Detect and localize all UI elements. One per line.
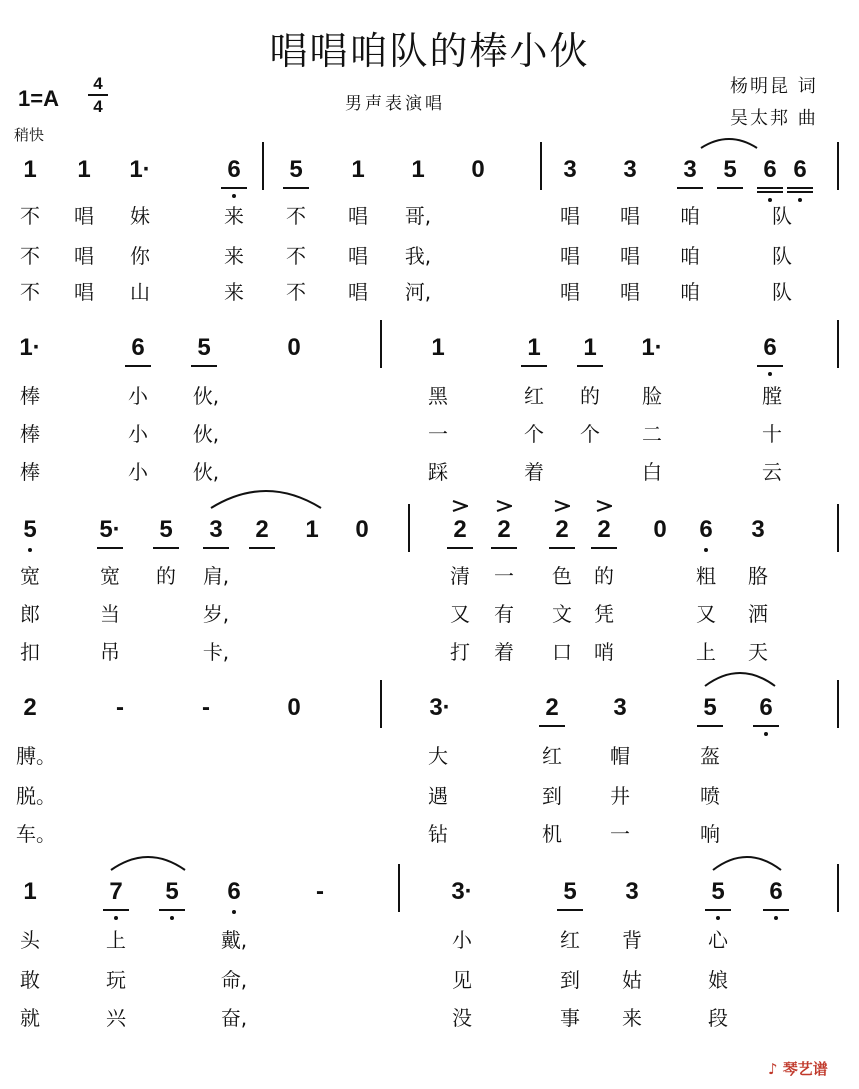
note: 6: [131, 334, 145, 361]
underline: [577, 365, 603, 367]
note: 5: [563, 878, 577, 905]
lyric-char: 事: [560, 1006, 580, 1030]
composer-credit: 吴太邦 曲: [730, 108, 818, 129]
lyric-char: 棒: [20, 384, 40, 408]
note: -: [316, 878, 324, 905]
lyric-char: 伙,: [192, 422, 220, 446]
note: 6: [769, 878, 783, 905]
lyric-char: 脱。: [16, 784, 56, 808]
lyric-char: 的: [156, 564, 176, 588]
lyric-char: 心: [708, 928, 728, 952]
lyric-char: 一: [494, 564, 514, 588]
lyric-char: 伙,: [192, 384, 220, 408]
underline: [787, 191, 813, 193]
octave-dot-low: [768, 198, 772, 202]
lyric-char: 来: [224, 204, 244, 228]
lyric-char: 宽: [100, 564, 120, 588]
underline: [717, 187, 743, 189]
note: 3: [613, 694, 627, 721]
lyric-char: 队: [772, 244, 792, 268]
lyric-char: 白: [642, 460, 662, 484]
underline: [757, 191, 783, 193]
lyric-char: 唱: [74, 204, 94, 228]
lyric-char: 口: [552, 640, 572, 664]
lyric-char: 红: [560, 928, 580, 952]
octave-dot-low: [774, 916, 778, 920]
lyric-char: 二: [642, 422, 662, 446]
note: 6: [227, 878, 241, 905]
underline: [491, 547, 517, 549]
lyric-char: 的: [580, 384, 600, 408]
note: 0: [287, 694, 301, 721]
note: 1·: [19, 334, 41, 361]
octave-dot-low: [28, 548, 32, 552]
note: 3: [683, 156, 697, 183]
lyric-char: 响: [700, 822, 720, 846]
lyric-char: 到: [560, 968, 580, 992]
lyric-char: 娘: [708, 968, 728, 992]
lyric-char: 唱: [620, 244, 640, 268]
lyric-char: 洒: [748, 602, 768, 626]
lyric-char: 唱: [560, 280, 580, 304]
octave-dot-low: [170, 916, 174, 920]
lyric-char: 哥,: [404, 204, 432, 228]
lyric-char: 帽: [610, 744, 630, 768]
note: 5: [159, 516, 173, 543]
note: 5: [723, 156, 737, 183]
note: 2: [497, 516, 511, 543]
lyric-char: 的: [594, 564, 614, 588]
lyric-char: 有: [494, 602, 514, 626]
lyric-char: 个: [580, 422, 600, 446]
lyric-char: 唱: [348, 244, 368, 268]
lyric-char: 又: [696, 602, 716, 626]
lyric-char: 来: [224, 280, 244, 304]
note: 3: [623, 156, 637, 183]
note: 3: [751, 516, 765, 543]
lyric-char: 命,: [220, 968, 248, 992]
lyric-char: 哨: [594, 640, 614, 664]
lyric-char: 钻: [428, 822, 448, 846]
lyric-char: 大: [428, 744, 448, 768]
lyric-char: 个: [524, 422, 544, 446]
underline: [249, 547, 275, 549]
underline: [705, 909, 731, 911]
lyric-char: 不: [286, 204, 306, 228]
note: 5: [165, 878, 179, 905]
underline: [159, 909, 185, 911]
note: -: [202, 694, 210, 721]
lyric-char: 唱: [74, 244, 94, 268]
lyric-char: 唱: [560, 204, 580, 228]
lyric-char: 当: [100, 602, 120, 626]
lyric-char: 肩,: [202, 564, 230, 588]
lyric-char: 上: [106, 928, 126, 952]
lyric-char: 就: [20, 1006, 40, 1030]
lyric-char: 唱: [620, 204, 640, 228]
octave-dot-low: [114, 916, 118, 920]
lyric-char: 姑: [622, 968, 642, 992]
lyric-char: 戴,: [220, 928, 248, 952]
lyric-char: 队: [772, 280, 792, 304]
note: 6: [699, 516, 713, 543]
lyric-char: 咱: [680, 244, 700, 268]
underline: [549, 547, 575, 549]
watermark-text: 琴艺谱: [782, 1060, 828, 1078]
slur: [210, 488, 322, 510]
song-title: 唱唱咱队的棒小伙: [269, 29, 590, 73]
note: 6: [763, 334, 777, 361]
note: 6: [763, 156, 777, 183]
lyric-char: 粗: [696, 564, 716, 588]
note: 2: [545, 694, 559, 721]
lyric-char: 清: [450, 564, 470, 588]
note: 2: [597, 516, 611, 543]
lyric-char: 咱: [680, 280, 700, 304]
lyric-char: 喷: [700, 784, 720, 808]
underline: [203, 547, 229, 549]
lyric-char: 盔: [700, 744, 720, 768]
lyric-char: 小: [128, 422, 148, 446]
note: 3·: [429, 694, 451, 721]
accent-mark: [596, 500, 612, 512]
tempo-marking: 稍快: [14, 126, 45, 144]
lyric-char: 背: [622, 928, 642, 952]
note: 0: [287, 334, 301, 361]
underline: [153, 547, 179, 549]
lyric-char: 云: [762, 460, 782, 484]
barline: [380, 680, 382, 728]
barline: [408, 504, 410, 552]
lyric-char: 膛: [762, 384, 782, 408]
note: 0: [355, 516, 369, 543]
lyric-char: 膊。: [16, 744, 56, 768]
note: 2: [555, 516, 569, 543]
lyric-char: 妹: [130, 204, 150, 228]
lyric-char: 卡,: [202, 640, 230, 664]
lyric-char: 吊: [100, 640, 120, 664]
lyric-char: 我,: [404, 244, 432, 268]
underline: [697, 725, 723, 727]
note: 2: [23, 694, 37, 721]
lyric-char: 天: [748, 640, 768, 664]
lyric-char: 色: [552, 564, 572, 588]
note: 7: [109, 878, 123, 905]
accent-mark: [554, 500, 570, 512]
note: 3: [625, 878, 639, 905]
note: 5: [289, 156, 303, 183]
slur: [704, 670, 776, 688]
underline: [103, 909, 129, 911]
note: 6: [793, 156, 807, 183]
lyric-char: 不: [20, 204, 40, 228]
watermark-logo: [768, 1058, 828, 1079]
lyric-char: 黑: [428, 384, 448, 408]
note: 1: [23, 156, 37, 183]
performance-type: 男声表演唱: [345, 94, 445, 114]
lyric-char: 小: [128, 460, 148, 484]
note: 5: [711, 878, 725, 905]
note: 3·: [451, 878, 473, 905]
octave-dot-low: [232, 194, 236, 198]
lyric-char: 唱: [348, 204, 368, 228]
lyric-char: 着: [494, 640, 514, 664]
lyric-char: 上: [696, 640, 716, 664]
lyric-char: 又: [450, 602, 470, 626]
lyric-char: 唱: [560, 244, 580, 268]
note: -: [116, 694, 124, 721]
note: 3: [209, 516, 223, 543]
note: 5: [703, 694, 717, 721]
lyric-char: 郎: [20, 602, 40, 626]
octave-dot-low: [232, 910, 236, 914]
note: 1·: [641, 334, 663, 361]
lyric-char: 到: [542, 784, 562, 808]
lyric-char: 扣: [20, 640, 40, 664]
lyric-char: 不: [20, 244, 40, 268]
slur: [700, 136, 758, 150]
time-numerator: 4: [93, 74, 103, 93]
lyric-char: 小: [452, 928, 472, 952]
lyric-char: 头: [20, 928, 40, 952]
underline: [591, 547, 617, 549]
barline: [837, 864, 839, 912]
note: 5: [23, 516, 37, 543]
barline: [837, 504, 839, 552]
lyric-char: 机: [542, 822, 562, 846]
lyric-char: 踩: [428, 460, 448, 484]
lyric-char: 不: [20, 280, 40, 304]
barline: [398, 864, 400, 912]
slur: [110, 854, 186, 872]
lyric-char: 段: [708, 1006, 728, 1030]
time-bar: [88, 94, 108, 96]
lyric-char: 车。: [16, 822, 56, 846]
note: 1: [77, 156, 91, 183]
lyric-char: 玩: [106, 968, 126, 992]
underline: [97, 547, 123, 549]
lyric-char: 兴: [106, 1006, 126, 1030]
lyric-char: 不: [286, 244, 306, 268]
octave-dot-low: [764, 732, 768, 736]
octave-dot-low: [768, 372, 772, 376]
lyric-char: 岁,: [202, 602, 230, 626]
octave-dot-low: [798, 198, 802, 202]
lyric-char: 山: [130, 280, 150, 304]
lyricist-credit: 杨明昆 词: [730, 76, 818, 97]
note: 1: [305, 516, 319, 543]
underline: [125, 365, 151, 367]
lyric-char: 凭: [594, 602, 614, 626]
note: 1: [431, 334, 445, 361]
barline: [837, 320, 839, 368]
underline: [447, 547, 473, 549]
lyric-char: 队: [772, 204, 792, 228]
note: 6: [759, 694, 773, 721]
lyric-char: 脸: [642, 384, 662, 408]
lyric-char: 奋,: [220, 1006, 248, 1030]
accent-mark: [496, 500, 512, 512]
note: 6: [227, 156, 241, 183]
underline: [787, 187, 813, 189]
note: 2: [255, 516, 269, 543]
lyric-char: 见: [452, 968, 472, 992]
octave-dot-low: [716, 916, 720, 920]
underline: [557, 909, 583, 911]
note: 0: [471, 156, 485, 183]
lyric-char: 红: [524, 384, 544, 408]
underline: [677, 187, 703, 189]
underline: [753, 725, 779, 727]
lyric-char: 一: [610, 822, 630, 846]
note: 1: [583, 334, 597, 361]
note: 5·: [99, 516, 121, 543]
lyric-char: 棒: [20, 460, 40, 484]
underline: [221, 187, 247, 189]
lyric-char: 棒: [20, 422, 40, 446]
note: 1: [23, 878, 37, 905]
lyric-char: 遇: [428, 784, 448, 808]
lyric-char: 敢: [20, 968, 40, 992]
barline: [837, 680, 839, 728]
underline: [757, 365, 783, 367]
lyric-char: 着: [524, 460, 544, 484]
note: 1: [351, 156, 365, 183]
lyric-char: 伙,: [192, 460, 220, 484]
lyric-char: 打: [450, 640, 470, 664]
lyric-char: 来: [622, 1006, 642, 1030]
barline: [380, 320, 382, 368]
lyric-char: 你: [130, 244, 150, 268]
underline: [763, 909, 789, 911]
lyric-char: 一: [428, 422, 448, 446]
barline: [262, 142, 264, 190]
lyric-char: 十: [762, 422, 782, 446]
lyric-char: 胳: [748, 564, 768, 588]
lyric-char: 咱: [680, 204, 700, 228]
lyric-char: 小: [128, 384, 148, 408]
note: 5: [197, 334, 211, 361]
note: 1·: [129, 156, 151, 183]
lyric-char: 唱: [620, 280, 640, 304]
underline: [283, 187, 309, 189]
lyric-char: 红: [542, 744, 562, 768]
lyric-char: 文: [552, 602, 572, 626]
time-signature: [88, 74, 108, 116]
note: 1: [527, 334, 541, 361]
lyric-char: 没: [452, 1006, 472, 1030]
slur: [712, 854, 782, 872]
lyric-char: 井: [610, 784, 630, 808]
note: 3: [563, 156, 577, 183]
key-signature: 1=A: [18, 86, 59, 111]
underline: [521, 365, 547, 367]
lyric-char: 宽: [20, 564, 40, 588]
barline: [837, 142, 839, 190]
lyric-char: 来: [224, 244, 244, 268]
underline: [191, 365, 217, 367]
underline: [757, 187, 783, 189]
barline: [540, 142, 542, 190]
note: 0: [653, 516, 667, 543]
lyric-char: 唱: [74, 280, 94, 304]
time-denominator: 4: [93, 97, 103, 116]
lyric-char: 唱: [348, 280, 368, 304]
note: 1: [411, 156, 425, 183]
note: 2: [453, 516, 467, 543]
watermark-icon: ♪: [768, 1060, 783, 1078]
accent-mark: [452, 500, 468, 512]
lyric-char: 河,: [404, 280, 432, 304]
underline: [539, 725, 565, 727]
lyric-char: 不: [286, 280, 306, 304]
octave-dot-low: [704, 548, 708, 552]
